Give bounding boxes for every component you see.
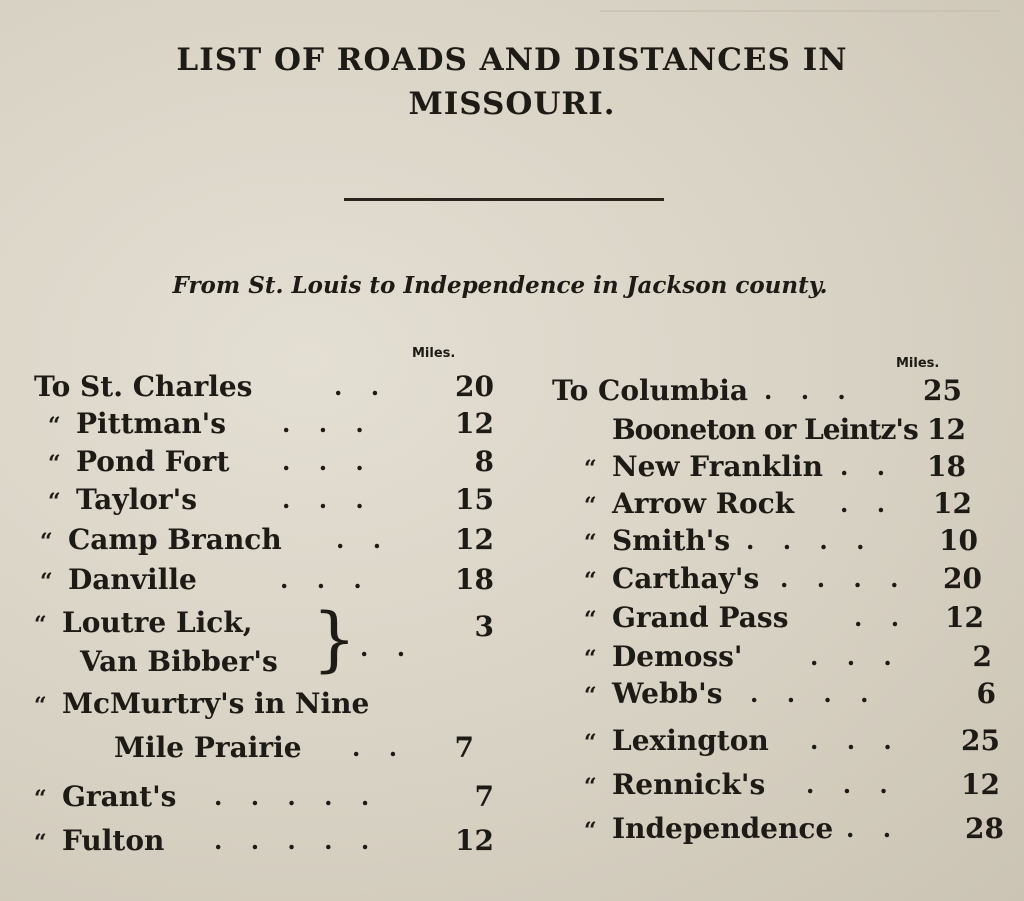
place-name: Rennick's	[612, 768, 766, 801]
list-item-mile-prairie	[114, 729, 494, 767]
ditto-mark: “	[584, 646, 597, 672]
ditto-mark: “	[48, 489, 61, 515]
ditto-mark: “	[48, 413, 61, 439]
place-name: To St. Charles	[34, 370, 253, 403]
ditto-mark: “	[48, 451, 61, 477]
ditto-mark: “	[584, 568, 597, 594]
ditto-mark: “	[584, 774, 597, 800]
list-item	[584, 448, 972, 486]
ditto-mark: “	[584, 530, 597, 556]
list-item	[34, 778, 494, 816]
place-name: Booneton or Leintz's	[612, 413, 918, 446]
distance-miles: 12	[455, 523, 494, 556]
distance-miles: 20	[455, 370, 494, 403]
distance-miles: 12	[927, 413, 966, 446]
distance-miles: 18	[927, 450, 966, 483]
ditto-mark: “	[584, 456, 597, 482]
list-item	[584, 675, 994, 713]
list-item-loutre-lick	[34, 604, 494, 642]
distance-miles: 25	[923, 374, 962, 407]
list-item	[552, 372, 972, 410]
leader-dots: . . . .	[750, 679, 879, 708]
distance-miles: 12	[455, 407, 494, 440]
leader-dots: . .	[840, 452, 896, 481]
leader-dots: . .	[360, 633, 416, 662]
distance-miles: 25	[961, 724, 1000, 757]
ditto-mark: “	[34, 693, 47, 719]
ditto-mark: “	[40, 529, 53, 555]
list-item	[584, 722, 1004, 760]
list-item	[40, 561, 494, 599]
title-divider	[344, 198, 664, 201]
place-name: Taylor's	[76, 483, 197, 516]
ditto-mark: “	[34, 612, 47, 638]
leader-dots: . .	[334, 372, 390, 401]
list-item-mcmurtrys	[34, 685, 494, 723]
place-name-line-1: Loutre Lick,	[62, 606, 253, 639]
list-item	[34, 822, 494, 860]
ditto-mark: “	[34, 786, 47, 812]
distance-miles: 3	[474, 610, 494, 643]
brace-dots	[360, 628, 420, 666]
curly-brace: }	[312, 598, 357, 680]
distance-miles: 8	[474, 445, 494, 478]
list-item	[48, 481, 494, 519]
distance-miles: 7	[454, 731, 474, 764]
distance-miles: 2	[972, 640, 992, 673]
leader-dots: . .	[336, 525, 392, 554]
place-name: New Franklin	[612, 450, 823, 483]
list-item	[48, 405, 494, 443]
title-line-1: LIST OF ROADS AND DISTANCES IN	[176, 42, 848, 78]
distance-miles: 15	[455, 483, 494, 516]
ditto-mark: “	[584, 493, 597, 519]
ditto-mark: “	[34, 830, 47, 856]
distance-miles: 28	[965, 812, 1004, 845]
list-item	[584, 810, 1014, 848]
place-name: Fulton	[62, 824, 165, 857]
distance-miles: 7	[474, 780, 494, 813]
leader-dots: . . . .	[780, 564, 909, 593]
distance-miles: 12	[961, 768, 1000, 801]
distance-miles: 12	[945, 601, 984, 634]
leader-dots: . . . . .	[214, 826, 380, 855]
distance-miles: 18	[455, 563, 494, 596]
leader-dots: . . .	[810, 726, 902, 755]
leader-dots: . . .	[282, 409, 374, 438]
leader-dots: . . . . .	[214, 782, 380, 811]
place-name: Carthay's	[612, 562, 760, 595]
miles-header-left: Miles.	[412, 346, 456, 361]
ditto-mark: “	[584, 607, 597, 633]
route-subtitle: From St. Louis to Independence in Jackson county.	[172, 272, 828, 299]
list-item	[584, 766, 1004, 804]
distance-miles: 12	[933, 487, 972, 520]
leader-dots: . . .	[806, 770, 898, 799]
list-item	[584, 599, 984, 637]
distance-miles: 20	[943, 562, 982, 595]
list-item	[584, 522, 984, 560]
miles-header-right: Miles.	[896, 356, 940, 371]
place-name: Grant's	[62, 780, 177, 813]
leader-dots: . .	[854, 603, 910, 632]
leader-dots: . .	[352, 733, 408, 762]
place-name: Danville	[68, 563, 197, 596]
place-name: Camp Branch	[68, 523, 282, 556]
place-name: Webb's	[612, 677, 723, 710]
ditto-mark: “	[584, 683, 597, 709]
place-name: Smith's	[612, 524, 731, 557]
ditto-mark: “	[40, 569, 53, 595]
place-name-line-2: Van Bibber's	[80, 645, 278, 678]
distance-miles: 10	[939, 524, 978, 557]
place-name: Arrow Rock	[612, 487, 795, 520]
list-item	[584, 638, 994, 676]
place-name: Grand Pass	[612, 601, 789, 634]
page-title	[0, 38, 1024, 126]
place-name: Pond Fort	[76, 445, 230, 478]
place-name: To Columbia	[552, 374, 748, 407]
place-name-line-2: Mile Prairie	[114, 731, 302, 764]
leader-dots: . . .	[810, 642, 902, 671]
place-name: Pittman's	[76, 407, 227, 440]
place-name: Demoss'	[612, 640, 743, 673]
list-item	[584, 560, 984, 598]
leader-dots: . . .	[280, 565, 372, 594]
list-item	[612, 411, 972, 449]
list-item	[34, 368, 494, 406]
leader-dots: . . .	[764, 376, 856, 405]
list-item	[584, 485, 972, 523]
ditto-mark: “	[584, 730, 597, 756]
list-item	[40, 521, 494, 559]
ditto-mark: “	[584, 818, 597, 844]
leader-dots: . .	[846, 814, 902, 843]
leader-dots: . . . .	[746, 526, 875, 555]
distance-miles: 6	[976, 677, 996, 710]
list-item	[48, 443, 494, 481]
leader-dots: . . .	[282, 485, 374, 514]
place-name: Lexington	[612, 724, 769, 757]
leader-dots: . .	[840, 489, 896, 518]
distance-miles: 12	[455, 824, 494, 857]
place-name-line-1: McMurtry's in Nine	[62, 687, 370, 720]
leader-dots: . . .	[282, 447, 374, 476]
place-name: Independence	[612, 812, 834, 845]
title-line-2: MISSOURI.	[408, 86, 616, 122]
